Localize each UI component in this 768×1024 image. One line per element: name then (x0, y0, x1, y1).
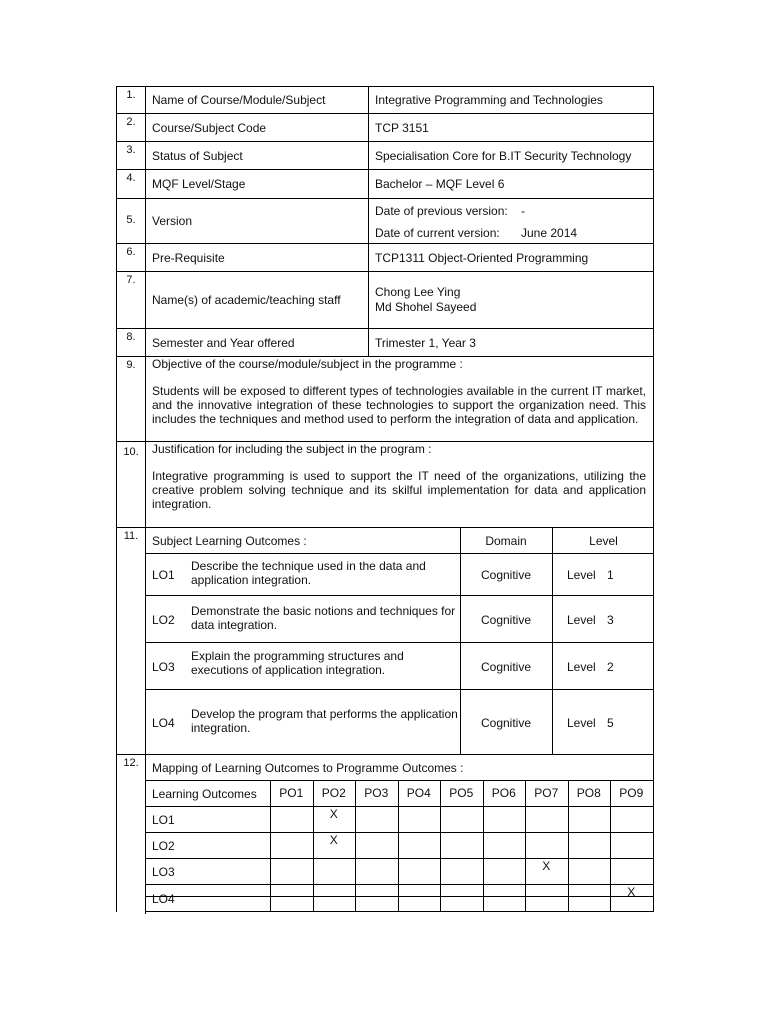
outcome-row (146, 553, 653, 596)
outcome-description: Develop the program that performs the application (191, 707, 458, 721)
mapping-outcome-code: LO1 (152, 813, 175, 827)
justification-heading: Justification for including the subject in the program : (152, 442, 432, 456)
outcome-level-word: Level (567, 612, 596, 627)
row-number: 7. (126, 274, 136, 286)
mapping-mark-lo1-po2: X (329, 807, 338, 821)
mapping-outcome-code: LO2 (152, 839, 175, 853)
objective-body: Students will be exposed to different types of technologies available in the current IT market, and the innovative integration of these technologies to support the organization need. This includes the techniques and method used to perform the integration of data and application. (152, 384, 646, 426)
mapping-row (146, 884, 653, 912)
outcome-code: LO2 (152, 612, 175, 627)
po-header-po1: PO1 (279, 786, 304, 800)
row-teaching-staff (116, 271, 654, 328)
subject-status-value: Specialisation Core for B.IT Security Technology (375, 148, 632, 163)
outcome-row (146, 642, 653, 690)
row-number: 4. (126, 172, 136, 184)
row-mqf-level (116, 169, 654, 198)
row-course-name (116, 86, 654, 113)
mapping-mark-lo2-po2: X (329, 833, 338, 847)
mqf-level-value: Bachelor – MQF Level 6 (375, 177, 505, 191)
mapping-outcome-code: LO4 (152, 891, 175, 906)
staff-name: Md Shohel Sayeed (375, 300, 477, 314)
mapping-row (146, 806, 653, 833)
learning-outcomes-heading: Subject Learning Outcomes : (152, 533, 307, 548)
row-number: 3. (126, 144, 136, 156)
mapping-mark-lo4-po9: X (627, 885, 636, 899)
prerequisite-label: Pre-Requisite (152, 250, 225, 265)
subject-status-label: Status of Subject (152, 148, 243, 163)
current-version-value: June 2014 (521, 226, 578, 240)
course-name-label: Name of Course/Module/Subject (152, 93, 326, 107)
po-header-po4: PO4 (406, 786, 431, 800)
row-number: 6. (126, 246, 136, 258)
outcome-description: executions of application integration. (191, 663, 386, 677)
course-code-value: TCP 3151 (375, 120, 429, 135)
previous-version-value: - (521, 204, 525, 218)
row-number: 5. (126, 214, 136, 226)
row-number: 12. (123, 757, 139, 769)
row-number: 9. (126, 359, 136, 371)
row-objective (116, 356, 654, 441)
teaching-staff-label: Name(s) of academic/teaching staff (152, 293, 341, 307)
mqf-level-label: MQF Level/Stage (152, 177, 246, 191)
po-header-po7: PO7 (534, 786, 559, 800)
outcome-domain: Cognitive (480, 715, 532, 730)
current-version-label: Date of current version: (375, 226, 500, 240)
semester-value: Trimester 1, Year 3 (375, 335, 476, 350)
po-header-po5: PO5 (449, 786, 474, 800)
po-header-po6: PO6 (491, 786, 516, 800)
row-justification (116, 441, 654, 527)
semester-label: Semester and Year offered (152, 335, 295, 350)
row-number: 1. (126, 89, 136, 101)
objective-heading: Objective of the course/module/subject in the programme : (152, 357, 463, 371)
level-header: Level (589, 533, 618, 548)
row-learning-outcomes (116, 527, 654, 754)
course-information-table (116, 86, 654, 912)
outcome-description: application integration. (191, 573, 312, 587)
po-header-po9: PO9 (619, 786, 644, 800)
row-course-code (116, 113, 654, 141)
mapping-heading: Mapping of Learning Outcomes to Programme Outcomes : (152, 760, 464, 775)
row-subject-status (116, 141, 654, 169)
table-bottom-border (145, 896, 654, 897)
mapping-outcome-code: LO3 (152, 865, 175, 879)
outcome-description: Explain the programming structures and (191, 649, 404, 663)
outcome-domain: Cognitive (480, 659, 532, 674)
row-semester (116, 328, 654, 356)
mapping-grid (146, 780, 654, 912)
mapping-row (146, 858, 653, 885)
outcome-level-word: Level (567, 715, 596, 730)
justification-body: Integrative programming is used to support the IT need of the organizations, utilizing the creative problem solving technique and its skilful implementation for data and application integration. (152, 469, 646, 511)
outcome-level-word: Level (567, 568, 596, 582)
row-number: 2. (126, 116, 136, 128)
staff-name: Chong Lee Ying (375, 285, 461, 299)
row-number: 11. (123, 530, 139, 542)
po-header-po8: PO8 (576, 786, 601, 800)
row-number: 8. (126, 331, 136, 343)
mapping-mark-lo3-po7: X (542, 859, 551, 873)
outcome-description: data integration. (191, 618, 278, 632)
previous-version-label: Date of previous version: (375, 204, 508, 218)
row-outcome-mapping (116, 754, 654, 912)
version-label: Version (152, 214, 193, 228)
mapping-row (146, 832, 653, 859)
prerequisite-value: TCP1311 Object-Oriented Programming (375, 250, 589, 265)
outcome-level-word: Level (567, 659, 596, 674)
learning-outcomes-column-header: Learning Outcomes (152, 787, 257, 801)
po-header-po3: PO3 (364, 786, 389, 800)
outcome-row (146, 595, 653, 643)
outcome-domain: Cognitive (480, 568, 532, 582)
outcome-level-number: 3 (607, 612, 614, 627)
outcome-row (146, 689, 653, 755)
row-number: 10. (123, 446, 139, 458)
course-name-value: Integrative Programming and Technologies (375, 93, 603, 107)
outcome-description: Demonstrate the basic notions and techniques for (191, 604, 456, 618)
row-prerequisite (116, 243, 654, 271)
outcome-level-number: 5 (607, 715, 614, 730)
domain-header: Domain (485, 533, 527, 548)
outcome-domain: Cognitive (480, 612, 532, 627)
outcome-level-number: 1 (607, 568, 614, 582)
outcome-code: LO4 (152, 715, 175, 730)
outcome-level-number: 2 (607, 659, 614, 674)
course-code-label: Course/Subject Code (152, 120, 267, 135)
outcome-description: Describe the technique used in the data and (191, 559, 426, 573)
outcome-description: integration. (191, 721, 251, 735)
po-header-po2: PO2 (321, 786, 346, 800)
row-version (116, 198, 654, 243)
outcome-code: LO1 (152, 568, 175, 582)
outcome-code: LO3 (152, 659, 175, 674)
